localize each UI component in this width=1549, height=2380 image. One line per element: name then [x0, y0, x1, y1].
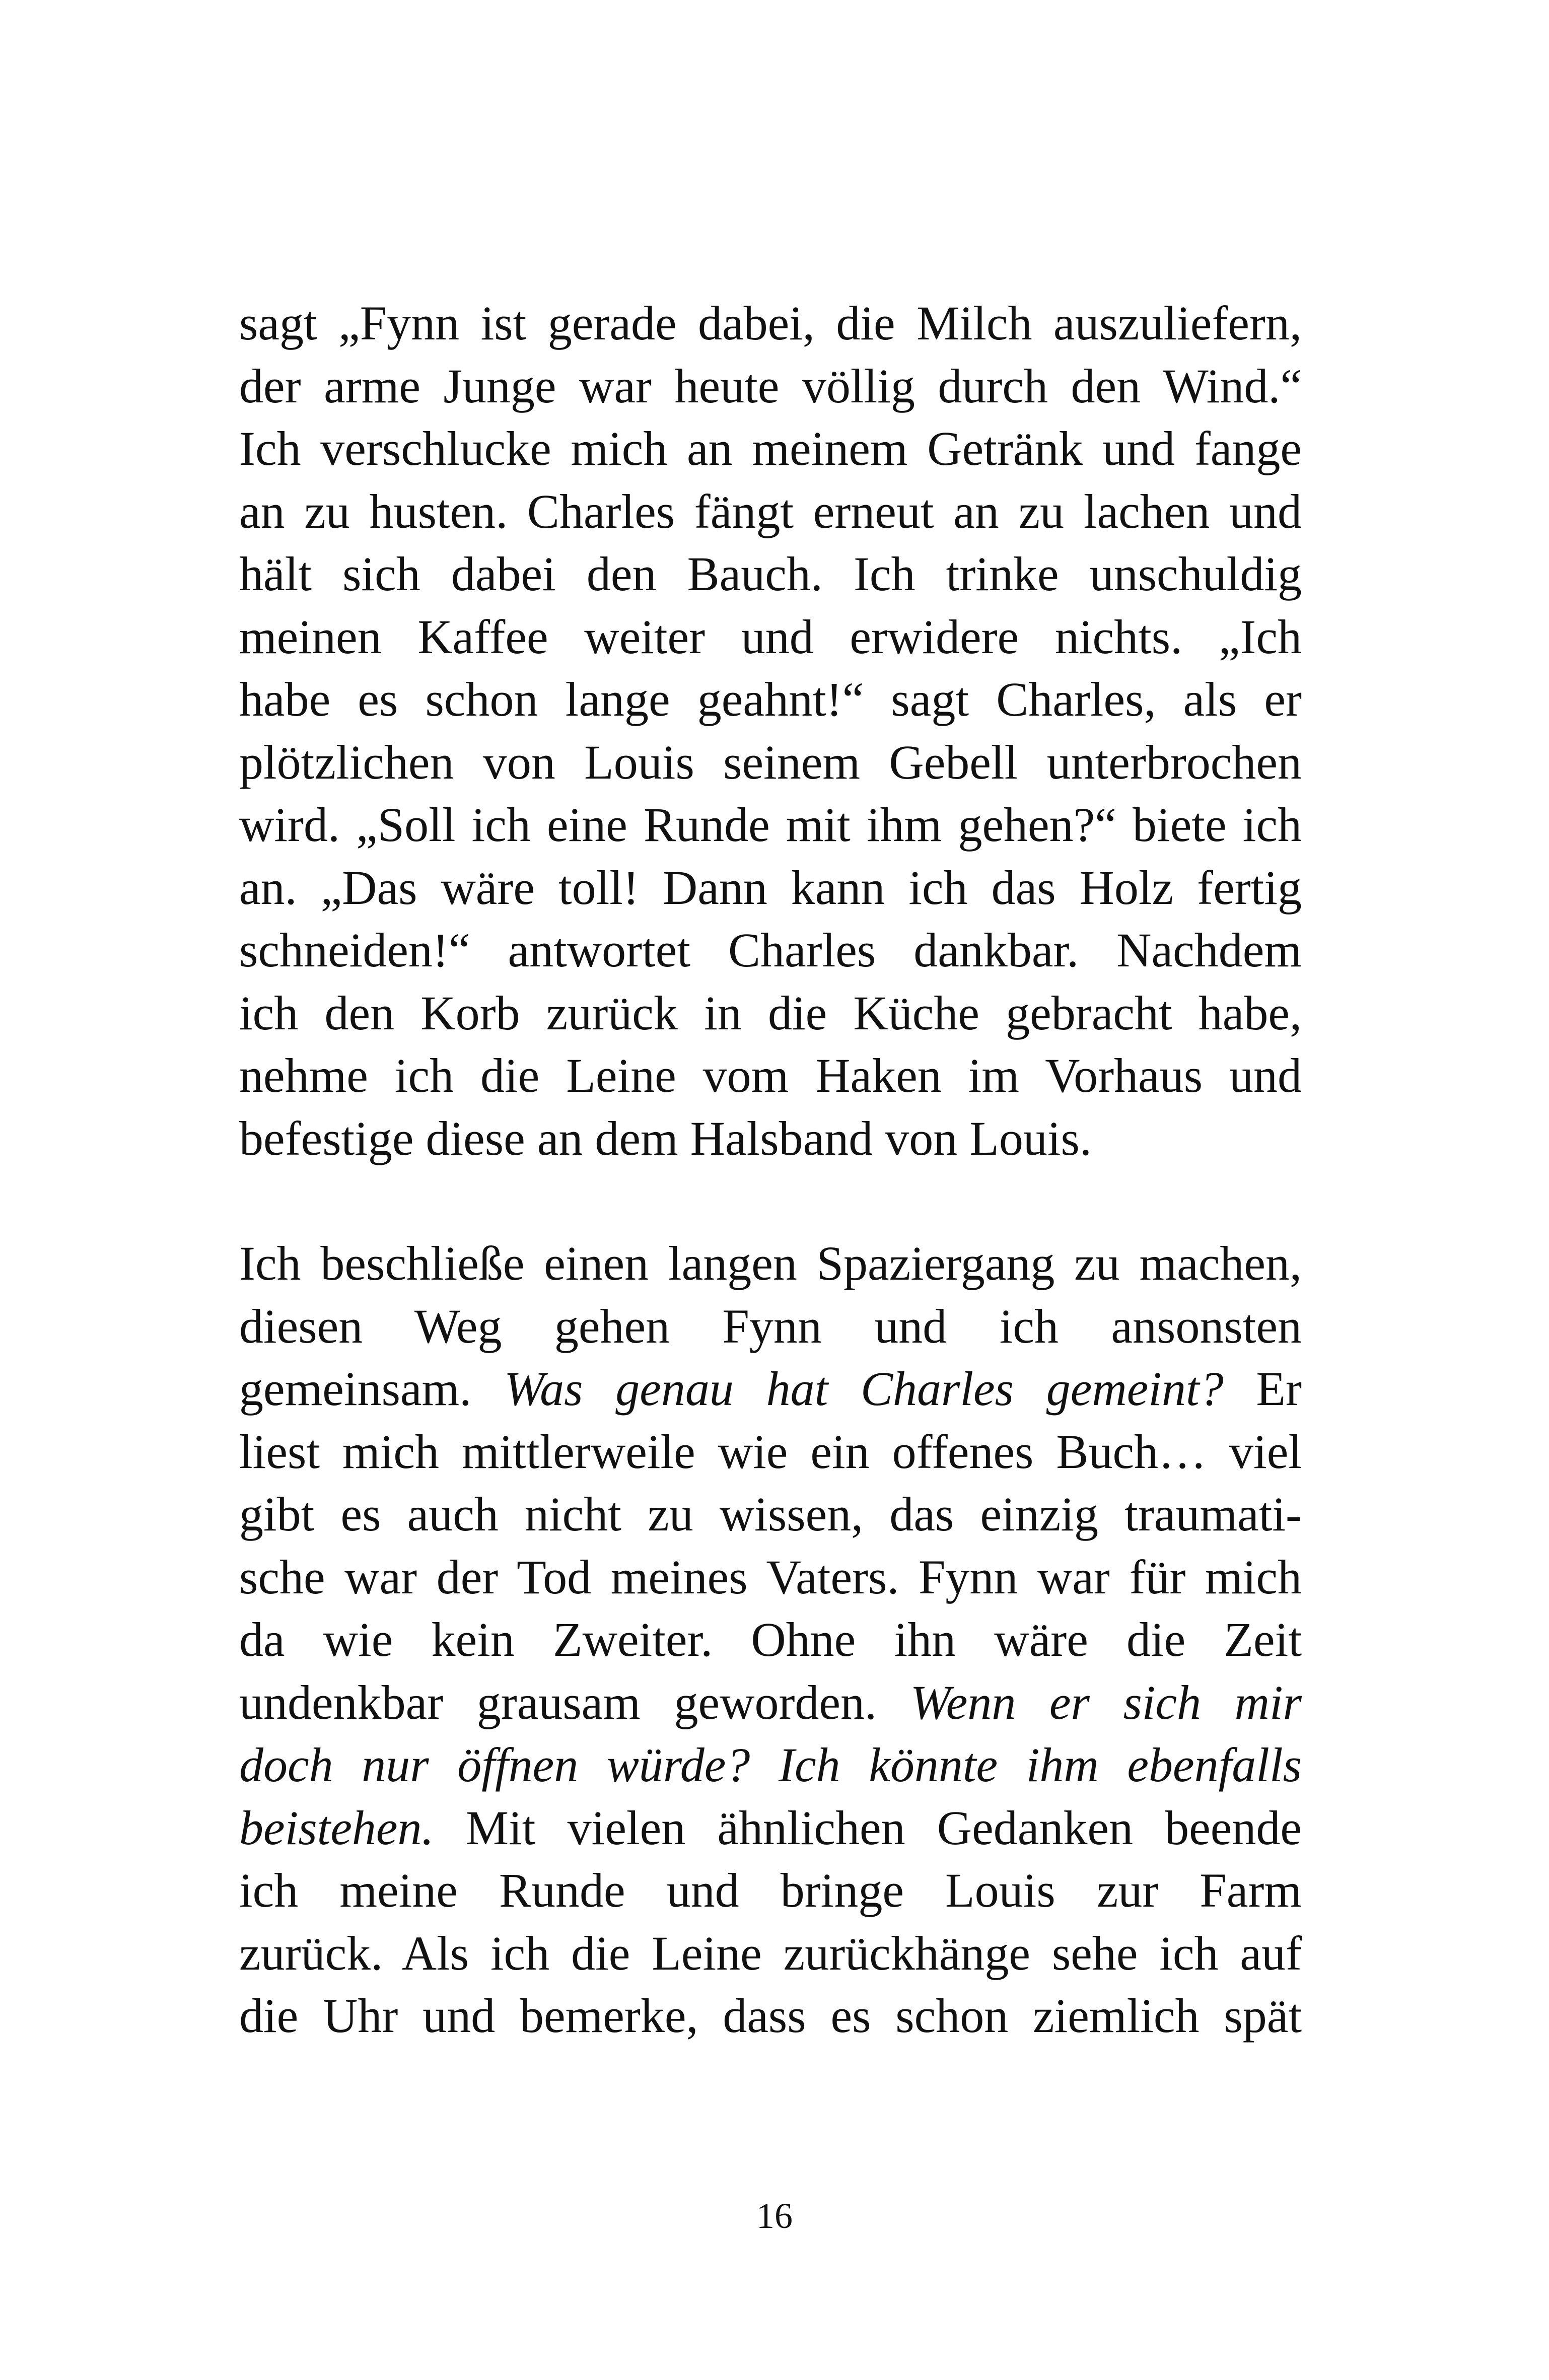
- text-segment: Ich beschließe einen langen Spaziergang zu machen,: [239, 1236, 1302, 1290]
- text-line: [239, 731, 1302, 794]
- text-segment: Er: [1223, 1362, 1302, 1416]
- text-line: [239, 794, 1302, 857]
- text-line: [239, 1608, 1302, 1671]
- text-line: [239, 919, 1302, 982]
- text-segment: an. „Das wäre toll! Dann kann ich das Holz fertig: [239, 860, 1302, 915]
- text-line: [239, 1232, 1302, 1295]
- text-line: [239, 1421, 1302, 1484]
- italic-text: Wenn er sich mir: [910, 1675, 1302, 1729]
- text-segment: meinen Kaffee weiter und erwidere nichts. „Ich: [239, 609, 1302, 664]
- text-line: [239, 1295, 1302, 1358]
- body-text: [239, 292, 1302, 2048]
- text-line: [239, 1483, 1302, 1546]
- text-segment: plötzlichen von Louis seinem Gebell unterbrochen: [239, 735, 1302, 789]
- text-line: [239, 1546, 1302, 1609]
- text-line: [239, 1734, 1302, 1797]
- italic-text: Was genau hat Charles gemeint?: [504, 1362, 1224, 1416]
- text-line: [239, 606, 1302, 669]
- text-segment: zurück. Als ich die Leine zurückhänge sehe ich auf: [239, 1926, 1302, 1980]
- text-segment: sche war der Tod meines Vaters. Fynn war für mich: [239, 1550, 1302, 1604]
- italic-text: beistehen.: [239, 1800, 434, 1855]
- text-segment: ich meine Runde und bringe Louis zur Farm: [239, 1863, 1302, 1917]
- text-segment: liest mich mittlerweile wie ein offenes Buch… viel: [239, 1424, 1302, 1479]
- page-number: 16: [756, 2196, 793, 2236]
- text-segment: schneiden!“ antwortet Charles dankbar. Nachdem: [239, 923, 1302, 977]
- text-line: [239, 480, 1302, 543]
- text-segment: Ich verschlucke mich an meinem Getränk und fange: [239, 422, 1302, 475]
- text-segment: der arme Junge war heute völlig durch den Wind.“: [239, 359, 1302, 413]
- text-line: [239, 1358, 1302, 1421]
- text-segment: habe es schon lange geahnt!“ sagt Charles, als er: [239, 672, 1302, 726]
- text-segment: nehme ich die Leine vom Haken im Vorhaus und: [239, 1048, 1302, 1102]
- text-segment: wird. „Soll ich eine Runde mit ihm gehen?“ biete ich: [239, 798, 1302, 852]
- text-line: [239, 543, 1302, 606]
- text-line: [239, 1922, 1302, 1985]
- text-segment: befestige diese an dem Halsband von Louis.: [239, 1111, 1092, 1165]
- text-line: [239, 982, 1302, 1045]
- text-line: [239, 1107, 1302, 1170]
- paragraph-gap: [239, 1170, 1302, 1232]
- text-segment: hält sich dabei den Bauch. Ich trinke unschuldig: [239, 547, 1302, 601]
- text-line: [239, 1985, 1302, 2048]
- text-line: [239, 292, 1302, 355]
- text-line: [239, 857, 1302, 920]
- text-segment: die Uhr und bemerke, dass es schon ziemlich spät: [239, 1989, 1302, 2043]
- text-segment: da wie kein Zweiter. Ohne ihn wäre die Zeit: [239, 1613, 1302, 1666]
- italic-text: doch nur öffnen würde? Ich könnte ihm ebenfalls: [239, 1738, 1302, 1792]
- text-segment: sagt „Fynn ist gerade dabei, die Milch auszuliefern,: [239, 296, 1302, 350]
- text-line: [239, 355, 1302, 418]
- text-line: [239, 1044, 1302, 1107]
- text-segment: an zu husten. Charles fängt erneut an zu lachen und: [239, 484, 1302, 538]
- paragraph: [239, 1232, 1302, 2048]
- text-segment: undenkbar grausam geworden.: [239, 1675, 910, 1729]
- paragraph: [239, 292, 1302, 1170]
- text-line: [239, 417, 1302, 480]
- text-segment: Mit vielen ähnlichen Gedanken beende: [434, 1800, 1302, 1855]
- text-line: [239, 668, 1302, 731]
- text-line: [239, 1859, 1302, 1922]
- text-line: [239, 1671, 1302, 1734]
- text-segment: gibt es auch nicht zu wissen, das einzig traumati-: [239, 1487, 1302, 1541]
- text-segment: gemeinsam.: [239, 1362, 504, 1416]
- text-segment: diesen Weg gehen Fynn und ich ansonsten: [239, 1299, 1302, 1353]
- text-line: [239, 1797, 1302, 1860]
- text-segment: ich den Korb zurück in die Küche gebracht habe,: [239, 986, 1302, 1040]
